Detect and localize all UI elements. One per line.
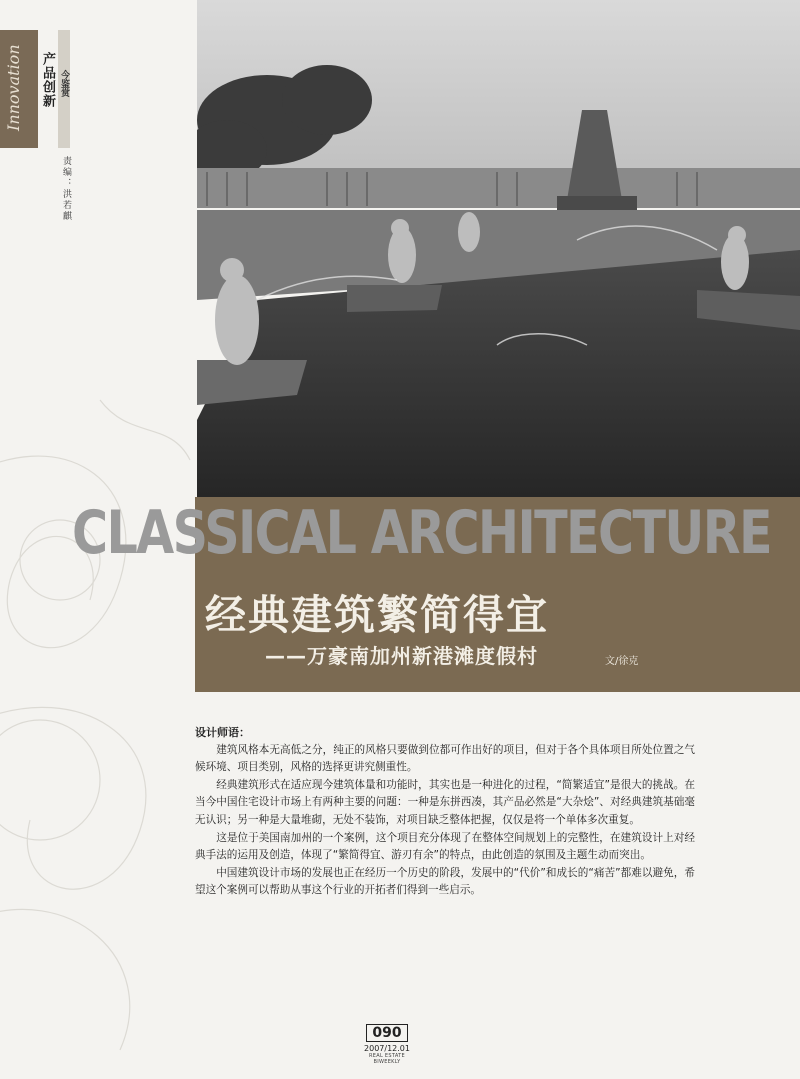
- magazine-name: REAL ESTATE BIWEEKLY: [369, 1053, 405, 1065]
- article-heading: 设计师语：: [195, 726, 250, 739]
- issue-date: 2007/12.01: [364, 1044, 410, 1053]
- hero-photo: [197, 0, 800, 497]
- article-body: [195, 724, 695, 900]
- title-chinese: 经典建筑繁简得宜: [205, 591, 549, 639]
- section-category: 产品创新: [40, 52, 55, 108]
- page-folio: [357, 1022, 417, 1065]
- author-credit: 文/徐克: [605, 656, 639, 667]
- page-number: 090: [366, 1024, 407, 1042]
- title-english: CLASSICAL ARCHITECTURE: [72, 498, 771, 568]
- editor-credit: 责编：洪若麒: [61, 156, 71, 222]
- ornament-line-art: [0, 360, 200, 1060]
- article-paragraph: 建筑风格本无高低之分，纯正的风格只要做到位都可作出好的项目，但对于各个具体项目所处位置之气候环境、项目类别，风格的选择更讲究侧重性。: [195, 743, 695, 774]
- section-subcategory: 今鉴赏: [59, 70, 69, 97]
- side-script-word: Innovation: [4, 44, 23, 132]
- article-paragraph: 经典建筑形式在适应现今建筑体量和功能时，其实也是一种进化的过程，“简繁适宜”是很大的挑战。在当今中国住宅设计市场上有两种主要的问题：一种是东拼西凑，其产品必然是“大杂烩”、对经典建筑基础毫无认识；另一种是大量堆砌，无处不装饰，对项目缺乏整体把握，仅仅是将一个单体多次重复。: [195, 778, 695, 826]
- article-paragraph: 这是位于美国南加州的一个案例，这个项目充分体现了在整体空间规划上的完整性，在建筑设计上对经典手法的运用及创造，体现了“繁简得宜、游刃有余”的特点，由此创造的氛围及主题生动而突出。: [195, 831, 695, 862]
- subtitle-chinese: ——万豪南加州新港滩度假村: [265, 644, 538, 668]
- article-paragraph: 中国建筑设计市场的发展也正在经历一个历史的阶段，发展中的“代价”和成长的“痛苦”都难以避免，希望这个案例可以帮助从事这个行业的开拓者们得到一些启示。: [195, 866, 695, 897]
